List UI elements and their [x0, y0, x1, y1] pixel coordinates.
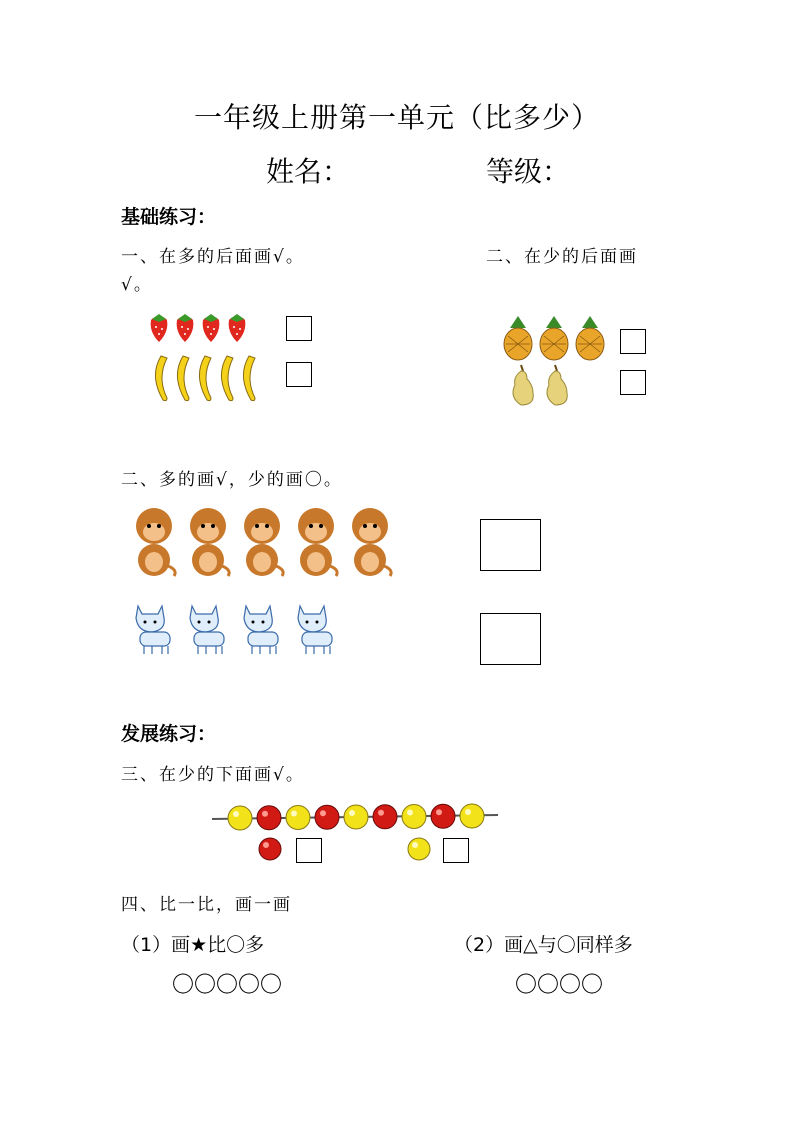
pineapples-picture	[500, 316, 612, 362]
monkey-icon	[244, 508, 283, 576]
question-5-part-1-circles: 〇〇〇〇〇	[172, 973, 283, 998]
strawberry-icon	[177, 314, 194, 342]
red-bead	[257, 806, 281, 830]
grade-label: 等级：	[486, 155, 571, 188]
red-bead	[373, 805, 397, 829]
answer-box-yellow-beads[interactable]	[443, 838, 469, 863]
monkey-icon	[352, 508, 391, 576]
strawberry-icon	[151, 314, 168, 342]
banana-icon	[155, 356, 167, 401]
monkey-icon	[136, 508, 175, 576]
yellow-bead	[402, 805, 426, 829]
yellow-bead	[460, 804, 484, 828]
answer-box-cats[interactable]	[480, 613, 541, 665]
bead-string-picture	[210, 798, 500, 838]
yellow-bead	[344, 805, 368, 829]
name-label: 姓名：	[266, 155, 351, 188]
question-5-text: 四、比一比，画一画	[121, 895, 292, 915]
cat-icon	[136, 606, 170, 654]
question-5-part-1: （1）画★比〇多	[121, 934, 265, 956]
red-bead	[315, 805, 339, 829]
answer-box-bananas[interactable]	[286, 362, 312, 387]
answer-box-pineapples[interactable]	[620, 329, 646, 354]
question-5-part-2: （2）画△与〇同样多	[454, 934, 633, 956]
answer-box-pears[interactable]	[620, 370, 646, 395]
pears-picture	[507, 363, 577, 407]
cat-icon	[244, 606, 278, 654]
section-development-heading: 发展练习：	[121, 723, 217, 745]
page-title: 一年级上册第一单元（比多少）	[193, 101, 600, 134]
bananas-picture	[145, 352, 260, 404]
pear-icon	[513, 365, 533, 405]
answer-box-red-beads[interactable]	[296, 838, 322, 863]
pineapple-icon	[576, 316, 604, 360]
cat-icon	[190, 606, 224, 654]
banana-icon	[177, 356, 189, 401]
yellow-bead-sample	[406, 836, 432, 862]
pineapple-icon	[504, 316, 532, 360]
question-1-text: 一、在多的后面画√。	[121, 247, 305, 267]
cat-icon	[298, 606, 332, 654]
pear-icon	[547, 365, 567, 405]
question-2-text-line1: 二、在少的后面画	[486, 247, 638, 267]
red-bead-sample	[257, 836, 283, 862]
strawberry-icon	[229, 314, 246, 342]
question-3-text: 二、多的画√，少的画〇。	[121, 470, 343, 490]
monkeys-picture	[128, 500, 398, 580]
yellow-bead	[286, 806, 310, 830]
monkey-icon	[298, 508, 337, 576]
pineapple-icon	[540, 316, 568, 360]
yellow-bead	[228, 806, 252, 830]
answer-box-monkeys[interactable]	[480, 519, 541, 571]
red-bead	[431, 804, 455, 828]
question-2-text-line2: √。	[121, 275, 153, 295]
answer-box-strawberries[interactable]	[286, 316, 312, 341]
question-5-part-2-circles: 〇〇〇〇	[515, 973, 604, 998]
question-4-text: 三、在少的下面画√。	[121, 765, 305, 785]
strawberry-icon	[203, 314, 220, 342]
banana-icon	[221, 356, 233, 401]
monkey-icon	[190, 508, 229, 576]
banana-icon	[243, 356, 255, 401]
section-basic-heading: 基础练习：	[121, 206, 217, 228]
banana-icon	[199, 356, 211, 401]
cats-picture	[128, 598, 358, 658]
strawberries-picture	[145, 310, 255, 346]
